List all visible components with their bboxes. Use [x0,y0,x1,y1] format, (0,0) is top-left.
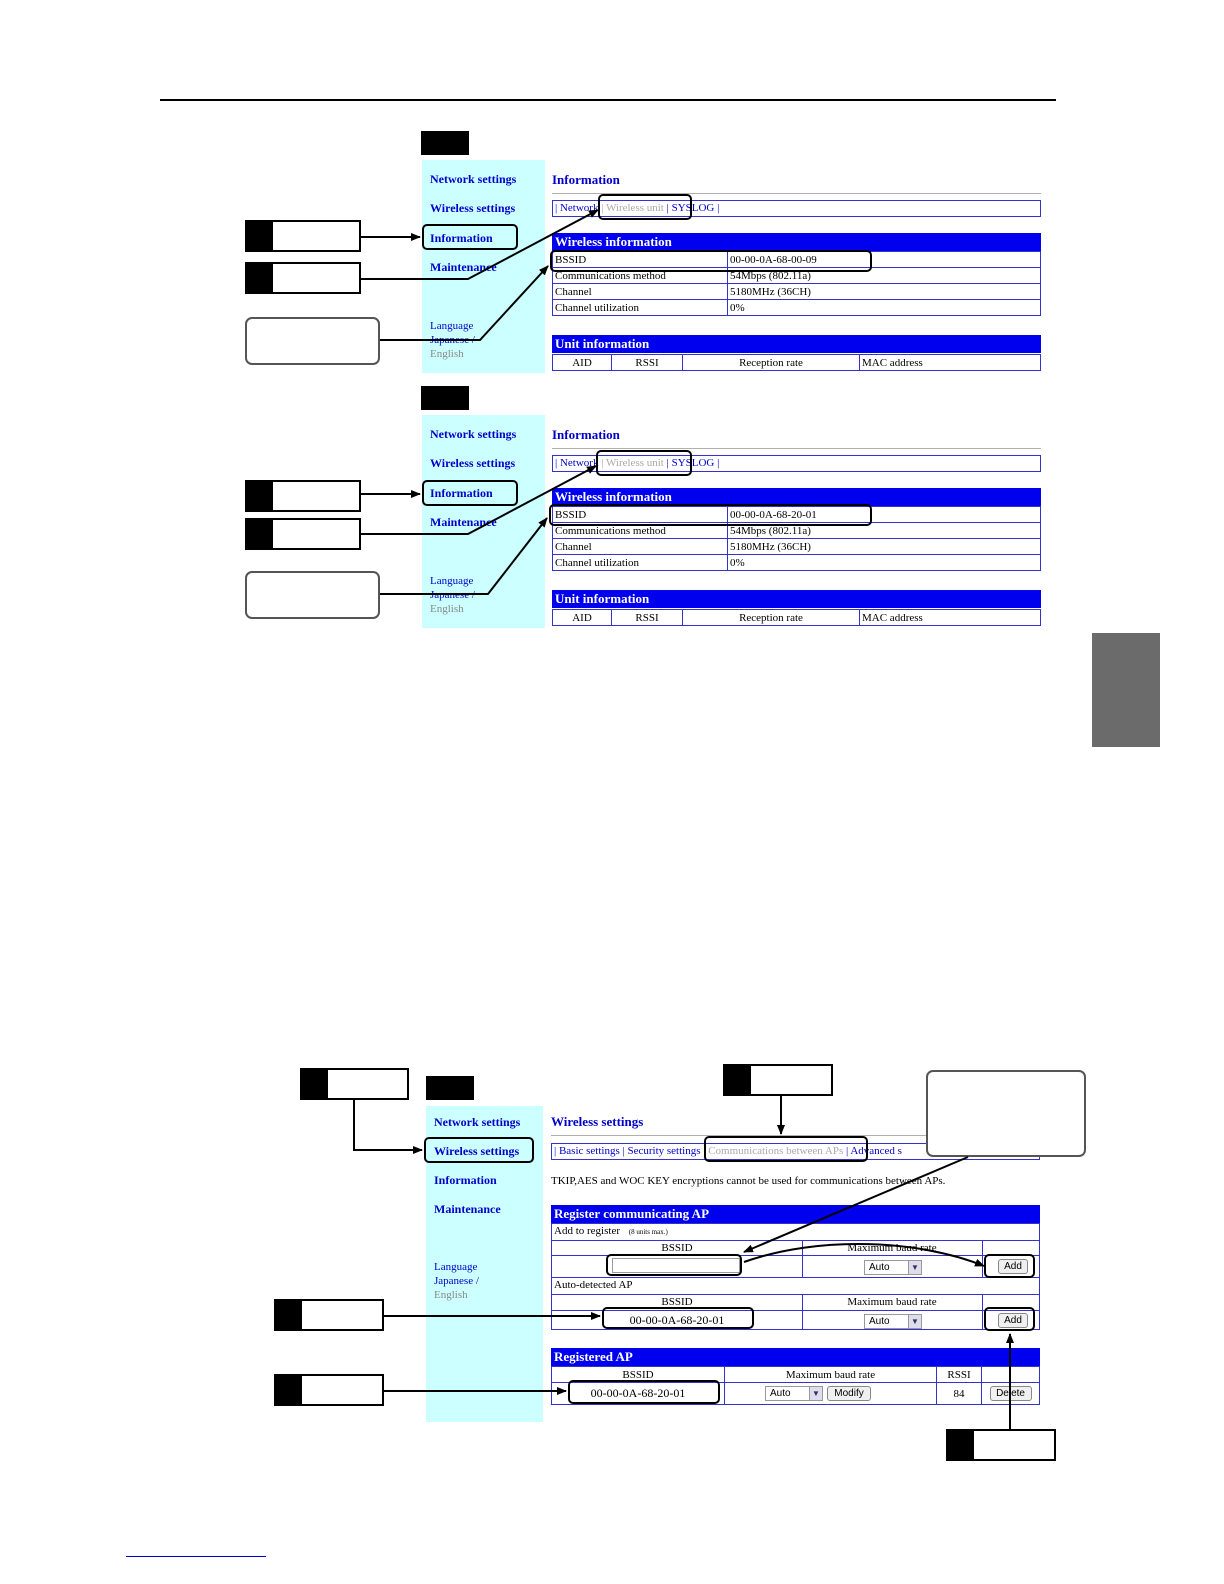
add-button[interactable]: Add [998,1259,1028,1274]
language-japanese[interactable]: Japanese / [430,334,475,346]
encryption-notice: TKIP,AES and WOC KEY encryptions cannot be used for communications between APs. [551,1175,946,1187]
registered-ap-header: Registered AP [551,1348,1040,1366]
col-mac-address: MAC address [860,355,1041,371]
chevron-down-icon: ▼ [809,1387,822,1400]
row-label: BSSID [553,252,728,268]
language-english: English [430,603,464,615]
rssi-value: 84 [937,1383,982,1405]
tab-syslog[interactable]: | SYSLOG | [666,457,720,469]
nav-information[interactable]: Information [430,231,493,245]
row-value: 00-00-0A-68-00-09 [728,252,1041,268]
row-value: 54Mbps (802.11a) [728,523,1041,539]
row-value: 5180MHz (36CH) [728,539,1041,555]
row-value: 0% [728,300,1041,316]
row-label: BSSID [553,507,728,523]
page-title: Wireless settings [551,1114,644,1129]
row-value: 0% [728,555,1041,571]
row-value: 54Mbps (802.11a) [728,268,1041,284]
language-label: Language [434,1261,478,1273]
nav-information[interactable]: Information [434,1173,497,1187]
col-max-baud: Maximum baud rate [847,1296,937,1308]
nav-maintenance[interactable]: Maintenance [430,515,497,529]
col-bssid: BSSID [661,1242,693,1254]
nav-wireless-settings[interactable]: Wireless settings [430,456,516,470]
language-label: Language [430,320,474,332]
modify-button[interactable]: Modify [827,1386,871,1401]
nav-network-settings[interactable]: Network settings [430,172,517,186]
row-value: 5180MHz (36CH) [728,284,1041,300]
nav-wireless-settings[interactable]: Wireless settings [430,201,516,215]
tab-wireless-unit[interactable]: | Wireless unit [601,457,664,469]
nav-maintenance[interactable]: Maintenance [430,260,497,274]
unit-info-header: Unit information [552,335,1041,353]
col-rssi: RSSI [612,610,683,626]
chevron-down-icon: ▼ [908,1315,921,1328]
max-units-note: (8 units max.) [628,1228,668,1236]
nav-network-settings[interactable]: Network settings [430,427,517,441]
tab-network[interactable]: | Network [555,202,599,214]
tab-network[interactable]: | Network [555,457,599,469]
baud-rate-value: Auto [869,1262,890,1273]
nav-wireless-settings[interactable]: Wireless settings [434,1144,520,1158]
col-reception-rate: Reception rate [683,355,860,371]
wireless-info-header: Wireless information [552,233,1041,251]
baud-rate-value: Auto [770,1388,791,1399]
language-label: Language [430,575,474,587]
nav-maintenance[interactable]: Maintenance [434,1202,501,1216]
nav-network-settings[interactable]: Network settings [434,1115,521,1129]
col-max-baud: Maximum baud rate [725,1367,937,1383]
wireless-info-header: Wireless information [552,488,1041,506]
language-english: English [430,348,464,360]
delete-button[interactable]: Delete [990,1386,1032,1401]
baud-rate-value: Auto [869,1316,890,1327]
language-japanese[interactable]: Japanese / [430,589,475,601]
auto-detected-label: Auto-detected AP [554,1279,633,1291]
language-english: English [434,1289,468,1301]
col-bssid: BSSID [661,1296,693,1308]
col-aid: AID [553,355,612,371]
nav-information[interactable]: Information [430,486,493,500]
col-mac-address: MAC address [860,610,1041,626]
col-bssid: BSSID [552,1367,725,1383]
add-to-register-text: Add to register [554,1225,620,1237]
row-label: Channel [553,284,728,300]
registered-bssid: 00-00-0A-68-20-01 [552,1383,725,1405]
row-label: Communications method [553,268,728,284]
col-aid: AID [553,610,612,626]
register-ap-header: Register communicating AP [551,1205,1040,1223]
tab-communications-between-aps[interactable]: | Communications between APs [703,1145,844,1157]
row-label: Communications method [553,523,728,539]
row-label: Channel [553,539,728,555]
col-reception-rate: Reception rate [683,610,860,626]
chevron-down-icon: ▼ [908,1261,921,1274]
col-rssi: RSSI [937,1367,982,1383]
page-title: Information [552,172,620,187]
unit-info-header: Unit information [552,590,1041,608]
row-label: Channel utilization [553,555,728,571]
tab-wireless-unit[interactable]: | Wireless unit [601,202,664,214]
add-button[interactable]: Add [998,1313,1028,1328]
row-label: Channel utilization [553,300,728,316]
col-rssi: RSSI [612,355,683,371]
row-value: 00-00-0A-68-20-01 [728,507,1041,523]
page-title: Information [552,427,620,442]
tab-security-settings[interactable]: | Security settings [622,1145,701,1157]
tab-syslog[interactable]: | SYSLOG | [666,202,720,214]
tab-advanced-settings[interactable]: | Advanced s [846,1145,902,1157]
language-japanese[interactable]: Japanese / [434,1275,479,1287]
tab-basic-settings[interactable]: | Basic settings [554,1145,620,1157]
auto-detected-bssid: 00-00-0A-68-20-01 [629,1313,725,1327]
col-max-baud: Maximum baud rate [847,1242,937,1254]
